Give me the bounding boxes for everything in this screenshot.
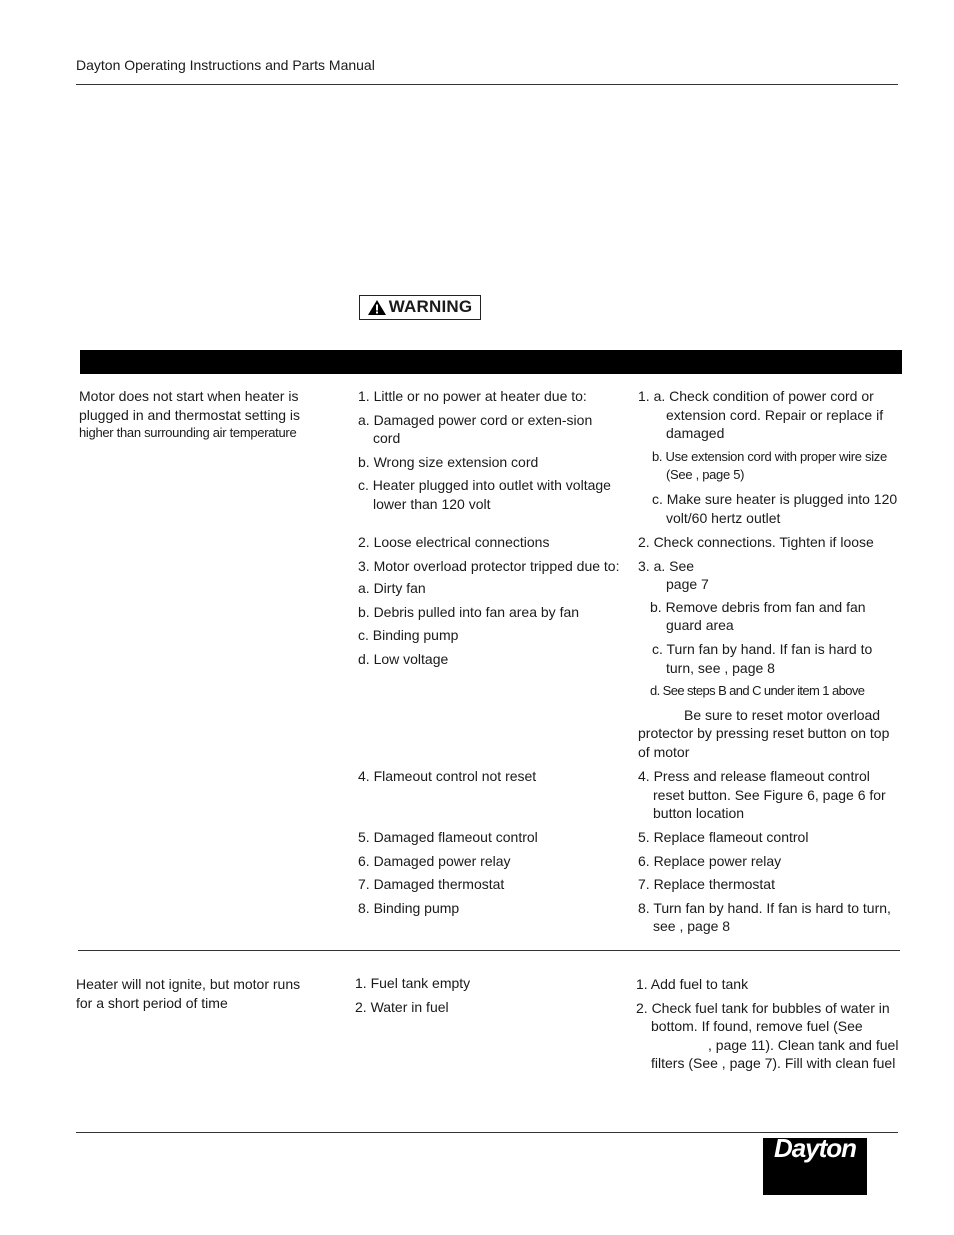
remedy-3c: c. Turn fan by hand. If fan is hard to turn, see , page 8 [652, 640, 873, 676]
remedy-3a: 3. a. See [638, 557, 695, 574]
causes-1 [358, 387, 623, 514]
cause-1b: b. Wrong size extension cord [358, 453, 539, 470]
cause-3c: c. Binding pump [358, 627, 459, 644]
remedy-2-2: 2. Check fuel tank for bubbles of water in bottom. If found, remove fuel (See [636, 999, 890, 1035]
remedy-7: 7. Replace thermostat [638, 876, 775, 893]
logo-text: Dayton [773, 1133, 857, 1163]
section-divider [78, 950, 900, 951]
causes-2 [355, 974, 620, 1016]
symptom-1-line-3: higher than surrounding air temperature [79, 425, 297, 441]
remedy-3b: b. Remove debris from fan and fan guard area [650, 598, 866, 634]
cause-3: 3. Motor overload protector tripped due to: [358, 557, 620, 574]
remedies-1 [638, 387, 903, 527]
symptom-2 [76, 975, 346, 1012]
remedy-note: Be sure to reset motor overload protector by pressing reset button on top of motor [638, 706, 890, 760]
remedy-8: 8. Turn fan by hand. If fan is hard to turn, see , page 8 [638, 899, 891, 935]
remedies-1-cont [638, 533, 903, 762]
remedy-2: 2. Check connections. Tighten if loose [638, 534, 874, 550]
remedies-1-cont2 [638, 767, 903, 823]
cause-6: 6. Damaged power relay [358, 852, 511, 869]
remedy-1b: b. Use extension cord with proper wire size (See , page 5) [652, 448, 887, 483]
remedy-1c: c. Make sure heater is plugged into 120 volt/60 hertz outlet [652, 490, 898, 526]
remedy-1a: 1. a. Check condition of power cord or extension cord. Repair or replace if damaged [638, 388, 884, 442]
symptom-1-line-2: plugged in and thermostat setting is [79, 406, 301, 423]
cause-3a: a. Dirty fan [358, 580, 426, 597]
remedy-3a-page: page 7 [666, 576, 709, 593]
cause-2: 2. Loose electrical connections [358, 534, 550, 550]
symptom-2-line-1: Heater will not ignite, but motor runs [76, 976, 301, 992]
cause-1a: a. Damaged power cord or exten-sion cord [358, 411, 593, 447]
header-rule [76, 84, 898, 85]
causes-1-cont [358, 533, 623, 669]
cause-3d: d. Low voltage [358, 650, 449, 667]
warning-label [359, 295, 481, 320]
symptom-1-line-1: Motor does not start when heater is [79, 388, 299, 404]
cause-7: 7. Damaged thermostat [358, 876, 505, 893]
causes-1-cont2 [358, 767, 623, 786]
cause-3b: b. Debris pulled into fan area by fan [358, 603, 580, 620]
cause-2-2: 2. Water in fuel [355, 998, 449, 1015]
cause-4: 4. Flameout control not reset [358, 768, 537, 784]
remedies-2 [636, 975, 901, 1073]
symptom-1 [79, 387, 349, 443]
warning-triangle-icon [368, 300, 386, 315]
header-title: Dayton Operating Instructions and Parts Manual [76, 57, 375, 73]
cause-8: 8. Binding pump [358, 899, 460, 916]
cause-2-1: 1. Fuel tank empty [355, 975, 471, 991]
cause-1: 1. Little or no power at heater due to: [358, 388, 587, 404]
remedies-1-cont3 [638, 828, 903, 936]
cause-5: 5. Damaged flameout control [358, 829, 538, 845]
symptom-2-line-2: for a short period of time [76, 994, 228, 1011]
remedy-3d: d. See steps B and C under item 1 above [650, 683, 865, 699]
warning-text: WARNING [388, 297, 473, 317]
remedy-4: 4. Press and release flameout control reset button. See Figure 6, page 6 for button location [638, 768, 886, 822]
remedy-6: 6. Replace power relay [638, 852, 782, 869]
table-header-bar [80, 350, 902, 374]
remedy-2-1: 1. Add fuel to tank [636, 976, 749, 992]
cause-1c: c. Heater plugged into outlet with voltage lower than 120 volt [358, 477, 611, 512]
remedy-5: 5. Replace flameout control [638, 829, 809, 845]
remedy-2-2-cont: , page 11). Clean tank and fuel filters (See , page 7). Fill with clean fuel [651, 1036, 899, 1072]
causes-1-cont3 [358, 828, 623, 917]
dayton-logo [763, 1133, 867, 1195]
